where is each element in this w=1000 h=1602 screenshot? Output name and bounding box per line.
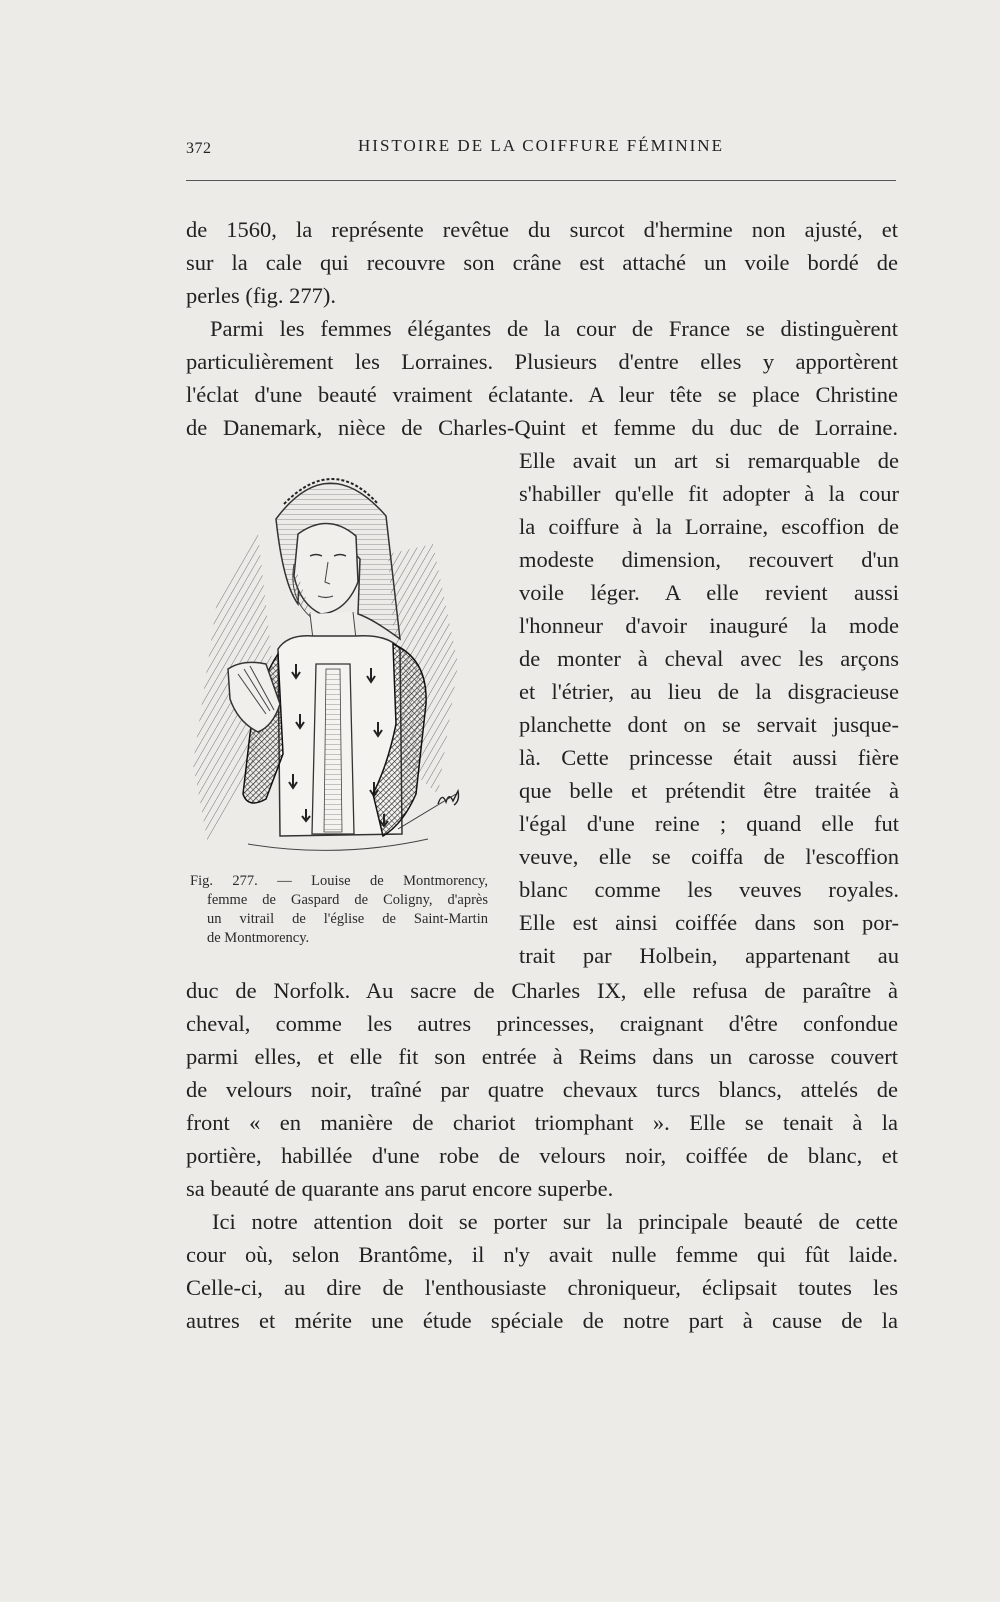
caption-line: un vitrail de l'église de Saint-Martin [207,911,488,927]
text-line: trait par Holbein, appartenant au [519,943,899,968]
text-line: modeste dimension, recouvert d'un [519,547,899,572]
text-line: planchette dont on se servait jusque- [519,712,899,737]
page-number: 372 [186,140,212,157]
text-line: Parmi les femmes élégantes de la cour de France se distinguèrent [210,316,898,341]
text-line: sur la cale qui recouvre son crâne est attaché un voile bordé de [186,250,898,275]
text-line: de monter à cheval avec les arçons [519,646,899,671]
text-line: que belle et prétendit être traitée à [519,778,899,803]
page-header [186,136,896,164]
text-line: cour où, selon Brantôme, il n'y avait nulle femme qui fût laide. [186,1242,898,1267]
caption-line: de Montmorency. [207,930,310,946]
text-line: Ici notre attention doit se porter sur la principale beauté de cette [212,1209,898,1234]
text-line: front « en manière de chariot triomphant ». Elle se tenait à la [186,1110,898,1135]
text-line: portière, habillée d'une robe de velours noir, coiffée de blanc, et [186,1143,898,1168]
text-line: et l'étrier, au lieu de la disgracieuse [519,679,899,704]
caption-line: Fig. 277. — Louise de Montmorency, [190,873,488,889]
text-line: perles (fig. 277). [186,283,336,308]
text-line: l'honneur d'avoir inauguré la mode [519,613,899,638]
text-line: duc de Norfolk. Au sacre de Charles IX, elle refusa de paraître à [186,978,898,1003]
text-line: blanc comme les veuves royales. [519,877,899,902]
text-line: de velours noir, traîné par quatre chevaux turcs blancs, attelés de [186,1077,898,1102]
text-line: Elle est ainsi coiffée dans son por- [519,910,899,935]
text-line: de Danemark, nièce de Charles-Quint et femme du duc de Lorraine. [186,415,898,440]
text-line: particulièrement les Lorraines. Plusieurs d'entre elles y apportèrent [186,349,898,374]
text-line: l'éclat d'une beauté vraiment éclatante. A leur tête se place Christine [186,382,898,407]
text-line: parmi elles, et elle fit son entrée à Reims dans un carosse couvert [186,1044,898,1069]
text-line: là. Cette princesse était aussi fière [519,745,899,770]
figure-caption [190,872,488,948]
text-line: la coiffure à la Lorraine, escoffion de [519,514,899,539]
text-line: Celle-ci, au dire de l'enthousiaste chroniqueur, éclipsait toutes les [186,1275,898,1300]
text-line: veuve, elle se coiffa de l'escoffion [519,844,899,869]
figure-277 [188,464,488,864]
header-rule [186,180,896,181]
text-line: cheval, comme les autres princesses, craignant d'être confondue [186,1011,898,1036]
text-line: voile léger. A elle revient aussi [519,580,899,605]
running-title: HISTOIRE DE LA COIFFURE FÉMININE [358,136,724,155]
text-line: Elle avait un art si remarquable de [519,448,899,473]
text-line: de 1560, la représente revêtue du surcot d'hermine non ajusté, et [186,217,898,242]
caption-line: femme de Gaspard de Coligny, d'après [207,892,488,908]
text-line: l'égal d'une reine ; quand elle fut [519,811,899,836]
text-line: s'habiller qu'elle fit adopter à la cour [519,481,899,506]
engraved-portrait-praying-woman-icon [188,464,488,864]
text-line: autres et mérite une étude spéciale de notre part à cause de la [186,1308,898,1333]
text-line: sa beauté de quarante ans parut encore superbe. [186,1176,614,1201]
